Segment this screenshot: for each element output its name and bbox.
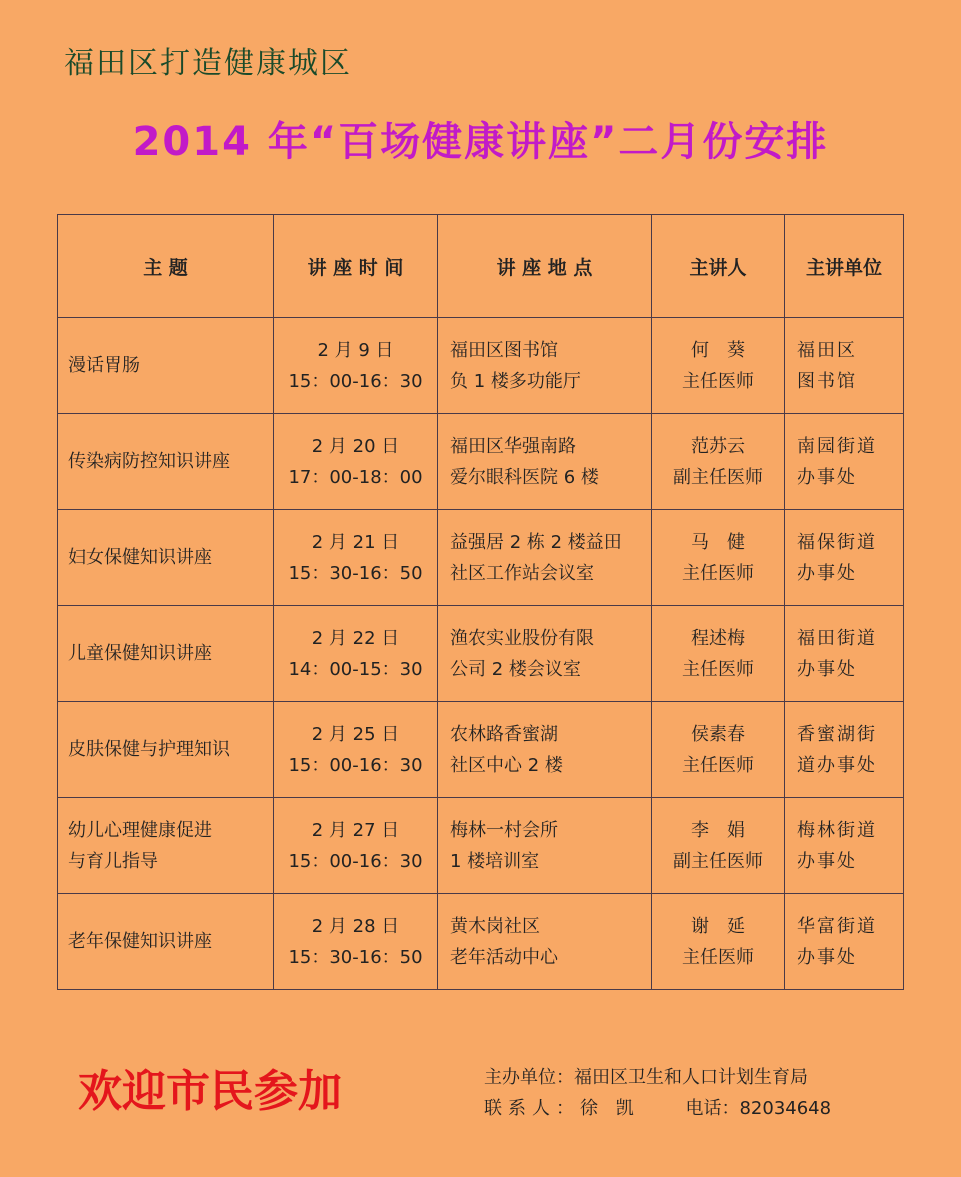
cell-place-line: 爱尔眼科医院 6 楼 — [450, 466, 599, 488]
cell-speaker-line: 马 健 — [691, 531, 745, 553]
cell-unit-line: 道办事处 — [797, 754, 877, 776]
cell-topic — [58, 702, 274, 798]
cell-place — [438, 606, 652, 702]
lecture-schedule-table — [57, 214, 904, 990]
cell-time — [274, 318, 438, 414]
cell-speaker-line: 主任医师 — [682, 370, 754, 392]
cell-topic — [58, 510, 274, 606]
cell-topic — [58, 606, 274, 702]
cell-unit-line: 图书馆 — [797, 370, 857, 392]
cell-speaker — [652, 318, 785, 414]
cell-topic-line: 幼儿心理健康促进 — [68, 819, 212, 841]
cell-time-line: 14：00-15：30 — [288, 658, 423, 680]
cell-speaker-line: 主任医师 — [682, 562, 754, 584]
cell-speaker-line: 程述梅 — [691, 627, 745, 649]
footer-info — [484, 1062, 831, 1124]
cell-unit-line: 南园街道 — [797, 435, 877, 457]
cell-place-line: 渔农实业股份有限 — [450, 627, 594, 649]
page-title: 2014 年“百场健康讲座”二月份安排 — [132, 119, 829, 165]
cell-unit-line: 华富街道 — [797, 915, 877, 937]
welcome-banner: 欢迎市民参加 — [78, 1066, 342, 1117]
cell-time — [274, 606, 438, 702]
table-row — [58, 606, 904, 702]
cell-time-line: 15：00-16：30 — [288, 754, 423, 776]
cell-place-line: 1 楼培训室 — [450, 850, 540, 872]
column-header-topic: 主 题 — [58, 215, 274, 318]
phone-text: 电话：82034648 — [685, 1098, 832, 1119]
cell-unit-line: 福田区 — [797, 339, 857, 361]
cell-speaker — [652, 894, 785, 990]
cell-topic — [58, 318, 274, 414]
cell-topic-line: 漫话胃肠 — [68, 355, 140, 376]
cell-speaker — [652, 798, 785, 894]
organizer-text: 主办单位：福田区卫生和人口计划生育局 — [484, 1067, 808, 1088]
cell-speaker — [652, 414, 785, 510]
cell-time-line: 15：30-16：50 — [288, 562, 423, 584]
cell-time-line: 15：30-16：50 — [288, 946, 423, 968]
cell-speaker-line: 谢 延 — [691, 915, 745, 937]
cell-unit-line: 梅林街道 — [797, 819, 877, 841]
org-title: 福田区打造健康城区 — [64, 46, 352, 81]
cell-time-line: 2 月 9 日 — [317, 339, 394, 361]
table-row — [58, 318, 904, 414]
cell-topic-line: 传染病防控知识讲座 — [68, 451, 230, 472]
cell-speaker-line: 李 娟 — [691, 819, 745, 841]
cell-time-line: 2 月 22 日 — [311, 627, 400, 649]
cell-time — [274, 894, 438, 990]
cell-unit — [785, 702, 904, 798]
cell-unit-line: 办事处 — [797, 466, 857, 488]
cell-time-line: 2 月 21 日 — [311, 531, 400, 553]
cell-unit-line: 办事处 — [797, 658, 857, 680]
cell-place-line: 公司 2 楼会议室 — [450, 658, 581, 680]
contact-text: 联系人：徐 凯 — [484, 1098, 640, 1119]
column-header-time: 讲 座 时 间 — [274, 215, 438, 318]
cell-topic-line: 与育儿指导 — [68, 850, 158, 872]
cell-topic-line: 老年保健知识讲座 — [68, 931, 212, 952]
contact-row — [484, 1093, 831, 1124]
cell-place — [438, 510, 652, 606]
cell-place — [438, 318, 652, 414]
cell-topic-line: 妇女保健知识讲座 — [68, 547, 212, 568]
cell-unit-line: 办事处 — [797, 562, 857, 584]
column-header-speaker: 主讲人 — [652, 215, 785, 318]
cell-time — [274, 510, 438, 606]
cell-time-line: 2 月 20 日 — [311, 435, 400, 457]
cell-unit — [785, 414, 904, 510]
cell-time-line: 2 月 27 日 — [311, 819, 400, 841]
table-row — [58, 798, 904, 894]
cell-unit-line: 福田街道 — [797, 627, 877, 649]
cell-speaker — [652, 702, 785, 798]
table-row — [58, 510, 904, 606]
cell-speaker-line: 主任医师 — [682, 946, 754, 968]
cell-topic-line: 皮肤保健与护理知识 — [68, 739, 230, 760]
cell-place-line: 社区工作站会议室 — [450, 562, 594, 584]
cell-speaker-line: 侯素春 — [691, 723, 745, 745]
cell-speaker-line: 何 葵 — [691, 339, 745, 361]
table-header-row — [58, 215, 904, 318]
cell-place-line: 负 1 楼多功能厅 — [450, 370, 581, 392]
cell-speaker-line: 主任医师 — [682, 754, 754, 776]
cell-place-line: 农林路香蜜湖 — [450, 723, 558, 745]
cell-time-line: 2 月 25 日 — [311, 723, 400, 745]
cell-time-line: 2 月 28 日 — [311, 915, 400, 937]
cell-topic — [58, 414, 274, 510]
cell-place-line: 社区中心 2 楼 — [450, 754, 563, 776]
cell-speaker-line: 范苏云 — [691, 435, 745, 457]
cell-place-line: 福田区华强南路 — [450, 435, 576, 457]
cell-speaker-line: 副主任医师 — [673, 850, 763, 872]
cell-place-line: 益强居 2 栋 2 楼益田 — [450, 531, 622, 553]
cell-unit — [785, 318, 904, 414]
cell-topic — [58, 798, 274, 894]
cell-topic — [58, 894, 274, 990]
cell-unit-line: 香蜜湖街 — [797, 723, 877, 745]
cell-speaker-line: 主任医师 — [682, 658, 754, 680]
cell-unit-line: 福保街道 — [797, 531, 877, 553]
cell-topic-line: 儿童保健知识讲座 — [68, 643, 212, 664]
cell-place — [438, 798, 652, 894]
cell-time-line: 15：00-16：30 — [288, 370, 423, 392]
table-row — [58, 894, 904, 990]
cell-time — [274, 414, 438, 510]
column-header-unit: 主讲单位 — [785, 215, 904, 318]
cell-unit — [785, 606, 904, 702]
column-header-place: 讲 座 地 点 — [438, 215, 652, 318]
cell-unit-line: 办事处 — [797, 850, 857, 872]
table-row — [58, 414, 904, 510]
cell-place — [438, 894, 652, 990]
cell-place-line: 福田区图书馆 — [450, 339, 558, 361]
table-row — [58, 702, 904, 798]
cell-place — [438, 702, 652, 798]
cell-time-line: 15：00-16：30 — [288, 850, 423, 872]
cell-place-line: 梅林一村会所 — [450, 819, 558, 841]
cell-time-line: 17：00-18：00 — [288, 466, 423, 488]
cell-place-line: 老年活动中心 — [450, 946, 558, 968]
cell-unit — [785, 894, 904, 990]
cell-speaker-line: 副主任医师 — [673, 466, 763, 488]
cell-time — [274, 798, 438, 894]
cell-place-line: 黄木岗社区 — [450, 915, 540, 937]
cell-unit — [785, 798, 904, 894]
cell-unit — [785, 510, 904, 606]
cell-unit-line: 办事处 — [797, 946, 857, 968]
cell-place — [438, 414, 652, 510]
cell-speaker — [652, 606, 785, 702]
cell-speaker — [652, 510, 785, 606]
cell-time — [274, 702, 438, 798]
